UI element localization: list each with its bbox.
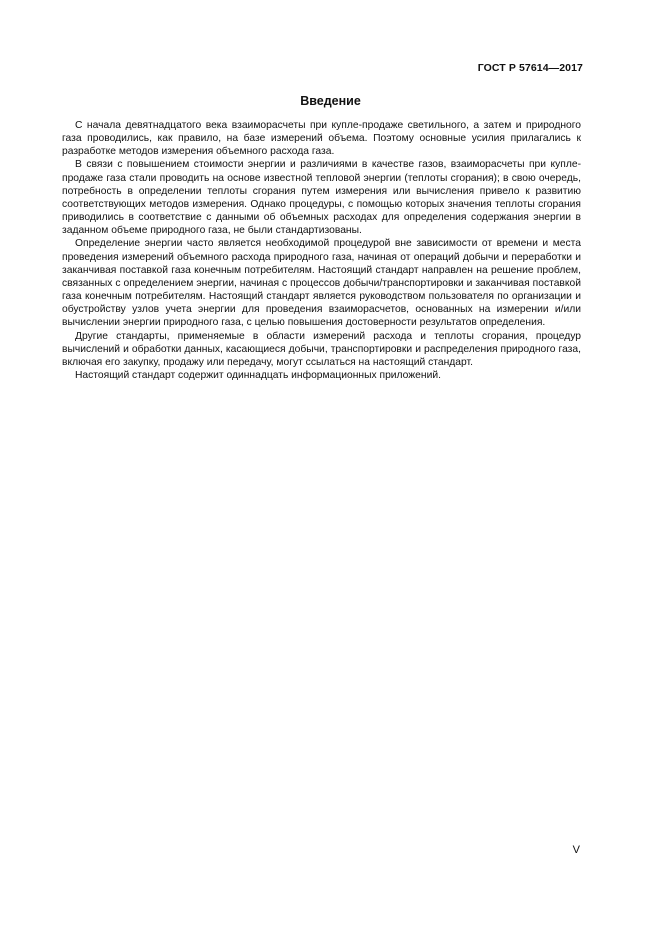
- section-body: [62, 119, 581, 382]
- paragraph: С начала девятнадцатого века взаиморасчеты при купле-продаже светильного, а затем и природного газа проводились, как правило, на базе измерений объема. Поэтому основные усилия прилагались к разработке методов измерения объемного расхода газа.: [62, 120, 581, 158]
- paragraph: Определение энергии часто является необходимой процедурой вне зависимости от времени и места проведения измерений объемного расхода природного газа, начиная от операций добычи и переработки и заканчивая поставкой газа конечным потребителям. Настоящий стандарт направлен на решение проблем, связанных с определением энергии, начиная с процессов добычи/транспортировки и заканчивая поставкой газа конечным потребителям. Настоящий стандарт является руководством пользователя по организации и обустройству узлов учета энергии для проведения взаиморасчетов, основанных на измерении и/или вычислении энергии природного газа, с целью повышения достоверности результатов определения.: [62, 238, 581, 329]
- section-title: Введение: [300, 94, 361, 108]
- paragraph: Другие стандарты, применяемые в области измерений расхода и теплоты сгорания, процедур вычислений и обработки данных, касающиеся добычи, транспортировки и распределения природного газа, включая его закупку, продажу или передачу, могут ссылаться на настоящий стандарт.: [62, 330, 581, 368]
- document-code: ГОСТ Р 57614—2017: [477, 62, 583, 74]
- paragraph: Настоящий стандарт содержит одиннадцать информационных приложений.: [75, 369, 441, 381]
- page-number: V: [572, 844, 580, 856]
- paragraph: В связи с повышением стоимости энергии и различиями в качестве газов, взаиморасчеты при купле-продаже газа стали проводить на основе известной тепловой энергии (теплоты сгорания); в свою очередь, потребность в определении теплоты сгорания путем измерения или вычисления привело к развитию соответствующих методов измерения. Однако процедуры, с помощью которых значения теплоты сгорания приводились в соответствие с данными об объемных расходах для определения содержания энергии в заданном объеме природного газа, не были стандартизованы.: [62, 159, 581, 237]
